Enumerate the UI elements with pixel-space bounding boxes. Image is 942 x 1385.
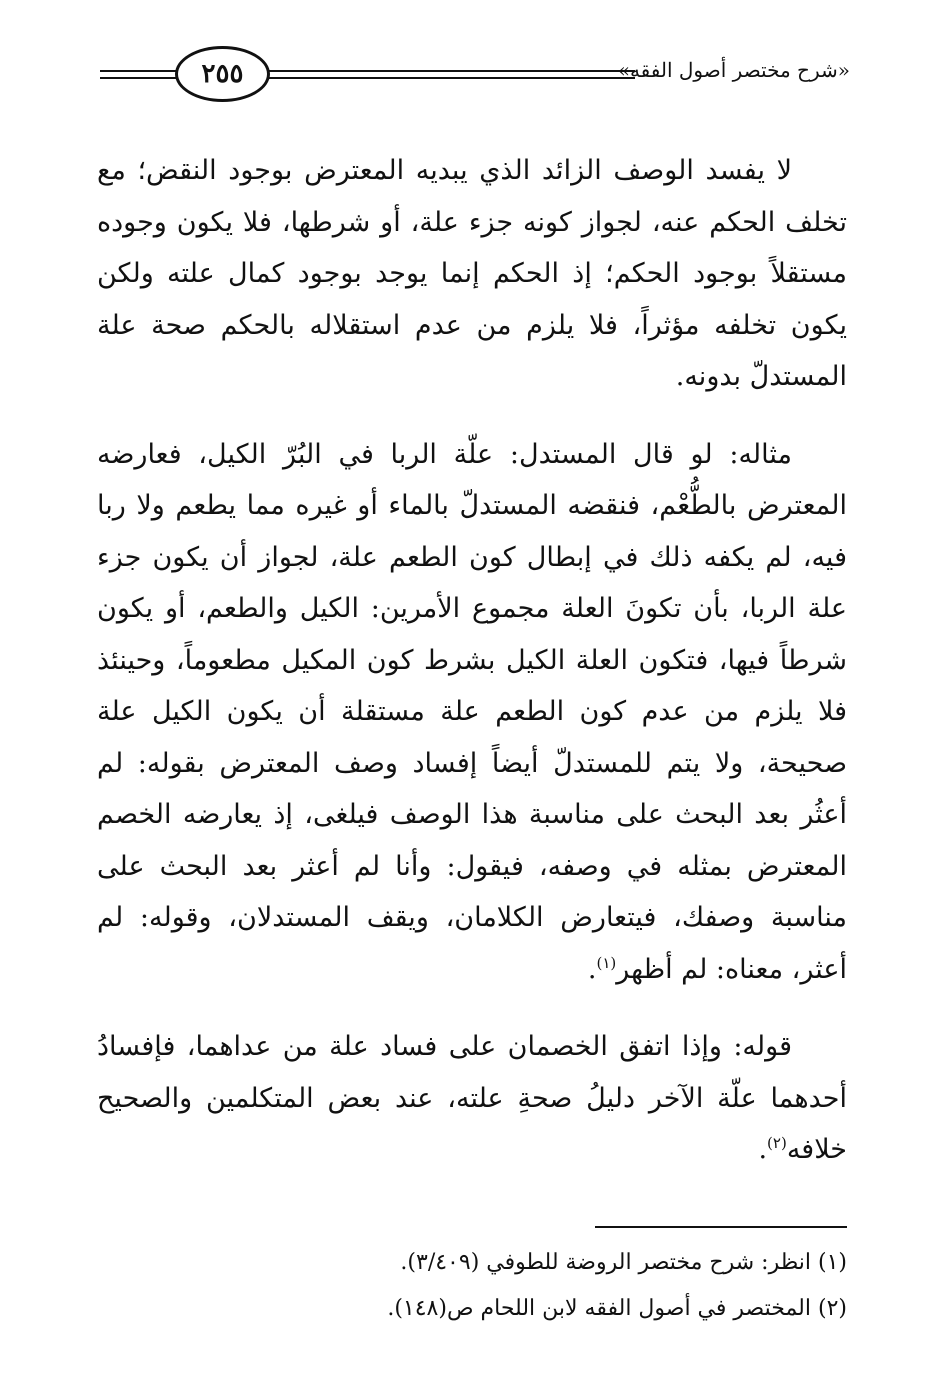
header-rule-left-top [100,70,178,72]
footnote-marker: (٢) [767,1134,787,1152]
paragraph [97,429,847,996]
paragraph [97,145,847,403]
footnotes [97,1240,847,1332]
footnote: (١) انظر: شرح مختصر الروضة للطوفي (٣/٤٠٩). [400,1250,847,1275]
running-title: «شرح مختصر أصول الفقه» [617,58,850,82]
paragraph-text: لا يفسد الوصف الزائد الذي يبديه المعترض بوجود النقض؛ مع تخلف الحكم عنه، لجواز كونه جزء علة، أو شرطها، فلا يكون وجوده مستقلاً بوجود الحكم؛ إذ الحكم إنما يوجد بوجود كمال علته ولكن يكون تخلفه مؤثراً، فلا يلزم من عدم استقلاله بالحكم صحة علة المستدلّ بدونه. [97,155,847,392]
page-number-badge [175,46,270,102]
page-number: ٢٥٥ [201,59,244,89]
paragraph-end: . [758,1134,768,1165]
paragraph [97,1021,847,1176]
header-rule-middle-bottom [267,77,635,79]
main-text [97,145,847,1202]
page-header [100,46,850,106]
footnote-marker: (١) [596,953,617,972]
header-rule-left-bottom [100,77,178,79]
footnote: (٢) المختصر في أصول الفقه لابن اللحام ص(١٤٨). [387,1296,847,1321]
footnote-separator [595,1226,847,1228]
paragraph-end: . [587,953,597,985]
paragraph-text: مثاله: لو قال المستدل: علّة الربا في البُرّ الكيل، فعارضه المعترض بالطُّعْم، فنقضه المستدلّ بالماء أو غيره مما يطعم ولا ربا فيه، لم يكفه ذلك في إبطال كون الطعم علة، لجواز أن يكون جزء علة الربا، بأن تكونَ العلة مجموع الأمرين: الكيل والطعم، أو يكون شرطاً فيها، فتكون العلة الكيل بشرط كون المكيل مطعوماً، وحينئذ فلا يلزم من عدم كون الطعم علة مستقلة أن يكون الكيل علة صحيحة، ولا يتم للمستدلّ أيضاً إفساد وصف المعترض بقوله: لم أعثُر بعد البحث على مناسبة هذا الوصف فيلغى، إذ يعارضه الخصم المعترض بمثله في وصفه، فيقول: وأنا لم أعثر بعد البحث على مناسبة وصفك، فيتعارض الكلامان، ويقف المستدلان، وقوله: لم أعثر، معناه: لم أظهر [97,438,847,985]
header-rule-middle-top [267,70,635,72]
paragraph-text: قوله: وإذا اتفق الخصمان على فساد علة من عداهما، فإفسادُ أحدهما علّة الآخر دليلُ صحةِ علته، عند بعض المتكلمين والصحيح خلافه [97,1031,847,1165]
